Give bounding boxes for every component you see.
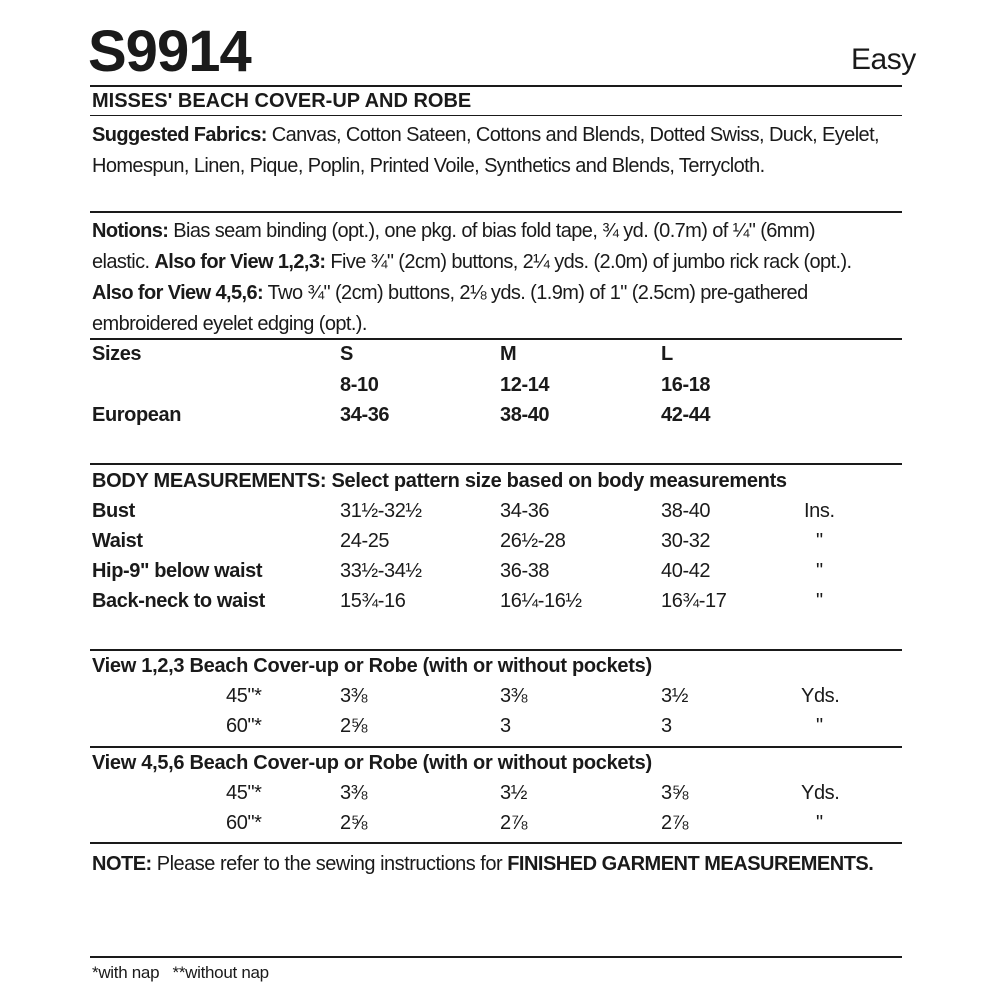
size-l-letter: L [661,343,673,365]
measure-m: 26½-28 [500,530,566,552]
view123-row-60 [0,715,1000,745]
view456-row-45 [0,782,1000,812]
measure-row-back-neck [0,590,1000,620]
view123-heading: View 1,2,3 Beach Cover-up or Robe (with or without pockets) [92,655,652,677]
views456-notions-label: Also for View 4,5,6: [92,282,264,304]
measure-row-waist [0,530,1000,560]
measure-unit: " [816,560,823,582]
notions-label: Notions: [92,220,169,242]
yardage-l: 3 [661,715,672,737]
yardage-s: 2⅝ [340,715,368,737]
measure-s: 15¾-16 [340,590,406,612]
measure-unit: " [816,530,823,552]
size-l-us: 16-18 [661,374,711,396]
measurements-rule [90,649,902,651]
sizes-rule [90,463,902,465]
yardage-unit: " [816,715,823,737]
sizes-us-row [0,374,1000,404]
fabric-width: 60"* [226,812,262,834]
measure-label: Back-neck to waist [92,590,265,612]
sizes-row [0,343,1000,373]
measure-m: 34-36 [500,500,550,522]
note [92,850,873,878]
measure-row-hip [0,560,1000,590]
view456-rule [90,842,902,844]
measure-l: 30-32 [661,530,711,552]
yardage-s: 2⅝ [340,812,368,834]
body-measurements-heading: BODY MEASUREMENTS: Select pattern size based on body measurements [92,470,787,492]
measure-row-bust [0,500,1000,530]
measure-label: Waist [92,530,143,552]
pattern-title: MISSES' BEACH COVER-UP AND ROBE [92,90,472,112]
body-measurements-heading-row [0,470,1000,500]
sizes-label: Sizes [92,343,142,365]
note-emphasis: FINISHED GARMENT MEASUREMENTS. [507,853,874,875]
measure-s: 33½-34½ [340,560,422,582]
fabric-width: 45"* [226,685,262,707]
measure-m: 36-38 [500,560,550,582]
title-rule [90,115,902,116]
yardage-s: 3⅜ [340,782,368,804]
view123-row-45 [0,685,1000,715]
measure-unit: Ins. [804,500,835,522]
size-s-letter: S [340,343,353,365]
view123-rule [90,746,902,748]
difficulty-label: Easy [851,43,916,76]
fabric-width: 45"* [226,782,262,804]
measure-l: 40-42 [661,560,711,582]
measure-label: Bust [92,500,135,522]
note-text: Please refer to the sewing instructions for [151,853,508,875]
notions-rule [90,338,902,340]
size-m-letter: M [500,343,517,365]
view123-heading-row [0,655,1000,685]
yardage-s: 3⅜ [340,685,368,707]
footer-rule [90,956,902,958]
measure-m: 16¼-16½ [500,590,582,612]
note-label: NOTE: [92,853,152,875]
fabrics-line-2: Homespun, Linen, Pique, Poplin, Printed Voile, Synthetics and Blends, Terrycloth. [92,155,765,177]
notions [92,216,904,340]
sizes-eu-row [0,404,1000,434]
fabrics-line-1: Canvas, Cotton Sateen, Cottons and Blends, Dotted Swiss, Duck, Eyelet, [266,124,879,146]
header-rule [90,85,902,87]
view456-heading: View 4,5,6 Beach Cover-up or Robe (with or without pockets) [92,752,652,774]
measure-l: 16¾-17 [661,590,727,612]
measure-s: 24-25 [340,530,390,552]
fabrics-rule [90,211,902,213]
yardage-l: 2⅞ [661,812,689,834]
notions-line-3: Two ¾" (2cm) buttons, 2⅛ yds. (1.9m) of 1" (2.5cm) pre-gathered [263,282,808,304]
size-m-us: 12-14 [500,374,550,396]
fabric-width: 60"* [226,715,262,737]
notions-line-2a: elastic. [92,251,155,273]
yardage-m: 3⅜ [500,685,528,707]
size-s-us: 8-10 [340,374,379,396]
footnote: *with nap **without nap [92,963,269,982]
yardage-m: 3½ [500,782,528,804]
measure-l: 38-40 [661,500,711,522]
yardage-m: 2⅞ [500,812,528,834]
view456-row-60 [0,812,1000,842]
notions-line-2b: Five ¾" (2cm) buttons, 2¼ yds. (2.0m) of jumbo rick rack (opt.). [325,251,852,273]
suggested-fabrics [92,120,904,182]
yardage-unit: " [816,812,823,834]
measure-unit: " [816,590,823,612]
yardage-unit: Yds. [801,685,840,707]
size-s-eu: 34-36 [340,404,390,426]
notions-line-4: embroidered eyelet edging (opt.). [92,313,367,335]
yardage-m: 3 [500,715,511,737]
european-label: European [92,404,182,426]
yardage-l: 3⅝ [661,782,689,804]
yardage-l: 3½ [661,685,689,707]
pattern-number: S9914 [88,19,251,84]
yardage-unit: Yds. [801,782,840,804]
measure-s: 31½-32½ [340,500,422,522]
notions-line-1: Bias seam binding (opt.), one pkg. of bias fold tape, ¾ yd. (0.7m) of ¼" (6mm) [168,220,815,242]
fabrics-label: Suggested Fabrics: [92,124,267,146]
view456-heading-row [0,752,1000,782]
views123-notions-label: Also for View 1,2,3: [154,251,326,273]
measure-label: Hip-9" below waist [92,560,263,582]
size-m-eu: 38-40 [500,404,550,426]
size-l-eu: 42-44 [661,404,711,426]
